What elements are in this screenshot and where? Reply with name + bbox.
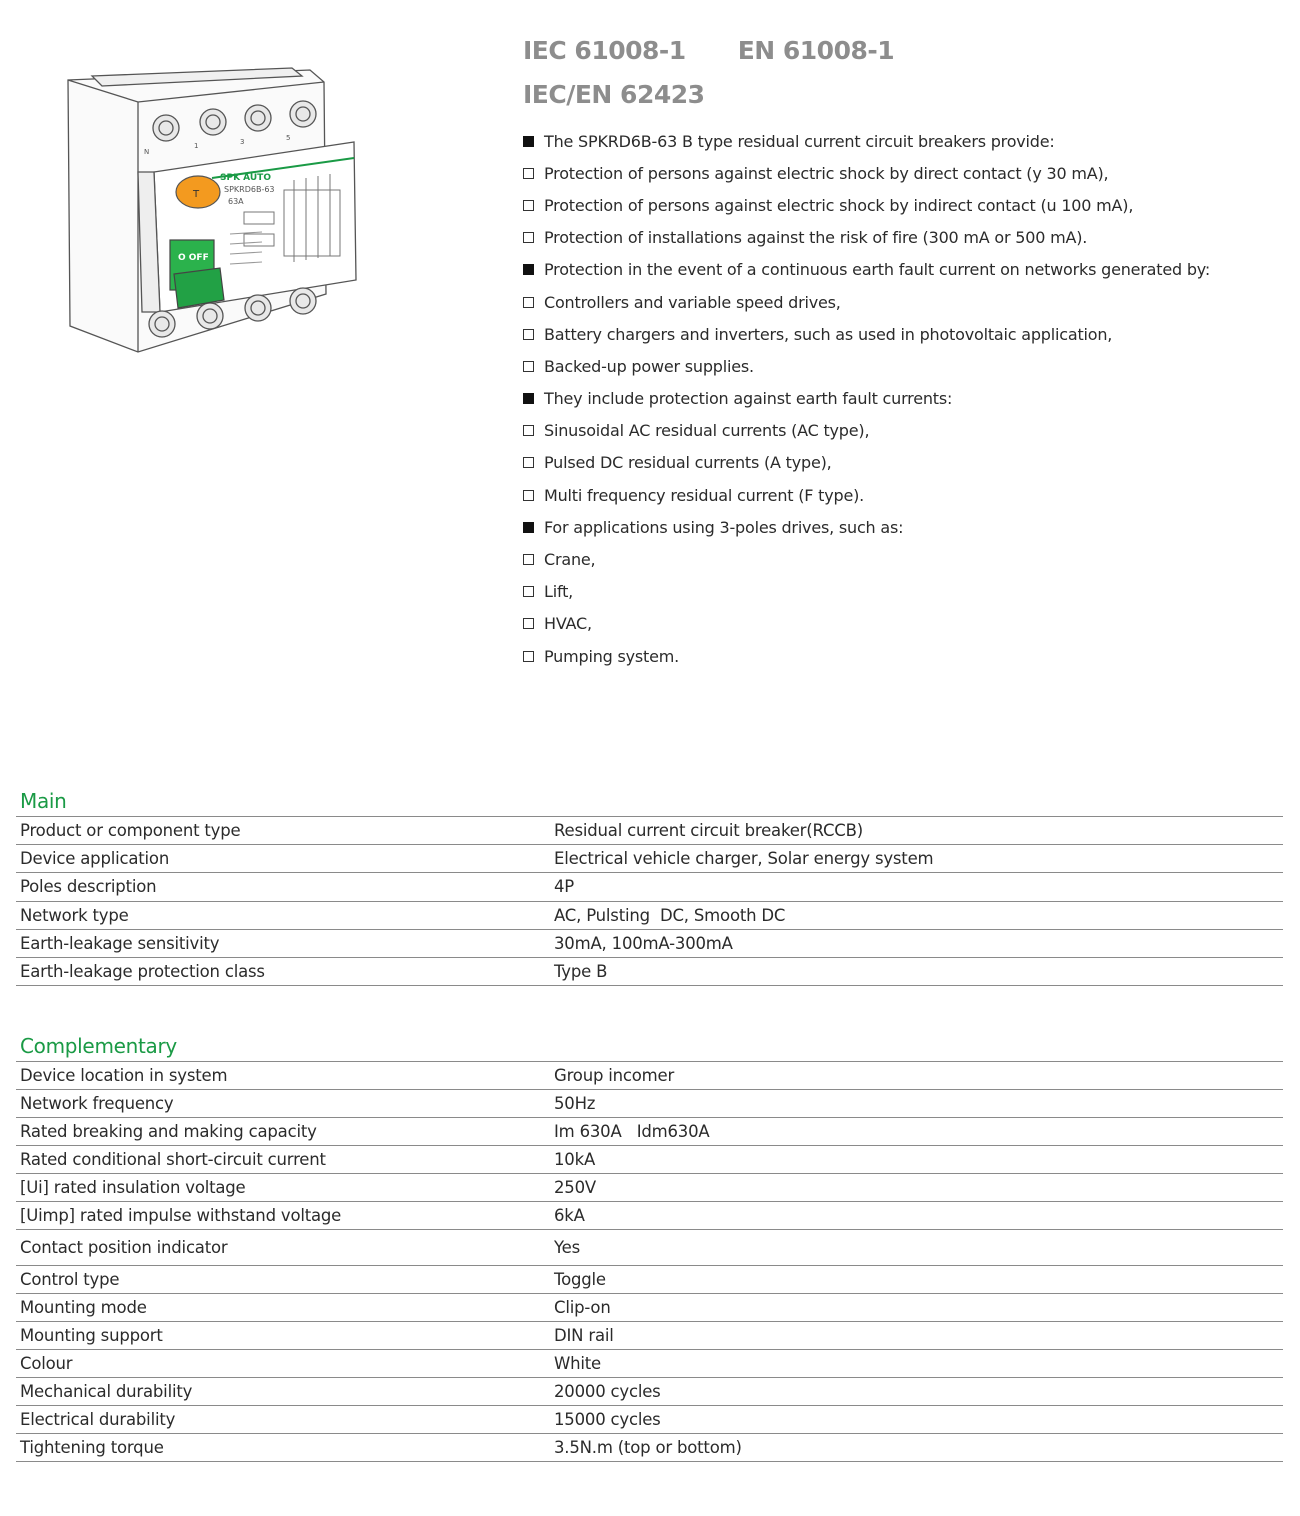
feature-item <box>523 350 1283 382</box>
spec-label: Device location in system <box>20 1066 228 1085</box>
feature-text: Controllers and variable speed drives, <box>544 292 841 312</box>
feature-list <box>523 125 1283 672</box>
spec-label: Device application <box>20 849 170 869</box>
main-spec-table <box>16 817 1283 986</box>
standard-iec-en-62423: IEC/EN 62423 <box>523 79 705 109</box>
feature-text: Protection of persons against electric shock by indirect contact (u 100 mA), <box>544 195 1134 215</box>
test-button-label: T <box>193 189 200 200</box>
feature-item <box>523 447 1283 479</box>
spec-label: [Uimp] rated impulse withstand voltage <box>20 1206 342 1225</box>
hollow-square-bullet-icon <box>523 490 534 501</box>
filled-square-bullet-icon <box>523 136 534 147</box>
feature-item <box>523 543 1283 575</box>
standards-line <box>523 28 894 72</box>
feature-text: Battery chargers and inverters, such as used in photovoltaic application, <box>544 324 1113 344</box>
spec-row <box>16 930 1283 958</box>
spec-value: 30mA, 100mA-300mA <box>554 933 733 953</box>
spec-label: [Ui] rated insulation voltage <box>20 1178 246 1197</box>
feature-text: They include protection against earth fault currents: <box>544 389 953 409</box>
spec-row <box>16 873 1283 901</box>
hollow-square-bullet-icon <box>523 297 534 308</box>
feature-item <box>523 125 1283 157</box>
spec-row <box>16 1062 1283 1090</box>
spec-value: Residual current circuit breaker(RCCB) <box>554 821 863 841</box>
spec-row <box>16 1406 1283 1434</box>
spec-row <box>16 1434 1283 1462</box>
hollow-square-bullet-icon <box>523 586 534 597</box>
hollow-square-bullet-icon <box>523 425 534 436</box>
feature-item <box>523 383 1283 415</box>
spec-label: Mounting support <box>20 1326 163 1345</box>
hollow-square-bullet-icon <box>523 168 534 179</box>
main-section <box>16 786 1283 986</box>
spec-label: Network frequency <box>20 1094 174 1113</box>
hollow-square-bullet-icon <box>523 329 534 340</box>
terminal-label-n: N <box>144 148 150 156</box>
standards-block <box>523 28 894 116</box>
feature-text: Pulsed DC residual currents (A type), <box>544 453 832 473</box>
spec-row <box>16 1090 1283 1118</box>
brand-label: SPK AUTO <box>220 173 271 183</box>
feature-item <box>523 479 1283 511</box>
spec-value: 3.5N.m (top or bottom) <box>554 1438 742 1457</box>
feature-text: Protection of installations against the risk of fire (300 mA or 500 mA). <box>544 228 1088 248</box>
feature-text: Crane, <box>544 550 596 570</box>
spec-row <box>16 1202 1283 1230</box>
hollow-square-bullet-icon <box>523 232 534 243</box>
main-section-title: Main <box>16 786 1283 817</box>
filled-square-bullet-icon <box>523 393 534 404</box>
spec-value: 50Hz <box>554 1094 596 1113</box>
terminal-label-1: 1 <box>194 142 199 150</box>
feature-item <box>523 318 1283 350</box>
spec-row <box>16 902 1283 930</box>
standards-line <box>523 72 894 116</box>
hollow-square-bullet-icon <box>523 554 534 565</box>
feature-text: Sinusoidal AC residual currents (AC type), <box>544 421 870 441</box>
feature-text: HVAC, <box>544 614 592 634</box>
spec-label: Network type <box>20 905 129 925</box>
hollow-square-bullet-icon <box>523 618 534 629</box>
spec-label: Product or component type <box>20 821 241 841</box>
spec-value: DIN rail <box>554 1326 614 1345</box>
feature-item <box>523 608 1283 640</box>
feature-text: The SPKRD6B-63 B type residual current circuit breakers provide: <box>544 131 1055 151</box>
spec-row <box>16 1322 1283 1350</box>
spec-row <box>16 1230 1283 1266</box>
spec-value: Clip-on <box>554 1298 611 1317</box>
spec-value: Toggle <box>554 1270 606 1289</box>
feature-text: Protection of persons against electric shock by direct contact (y 30 mA), <box>544 163 1109 183</box>
feature-item <box>523 415 1283 447</box>
feature-item <box>523 640 1283 672</box>
spec-row <box>16 1266 1283 1294</box>
spec-value: 4P <box>554 877 575 897</box>
feature-item <box>523 511 1283 543</box>
feature-item <box>523 189 1283 221</box>
standard-iec-61008: IEC 61008-1 <box>523 35 686 65</box>
spec-value: 6kA <box>554 1206 585 1225</box>
filled-square-bullet-icon <box>523 264 534 275</box>
spec-label: Poles description <box>20 877 157 897</box>
spec-label: Contact position indicator <box>20 1238 228 1257</box>
feature-item <box>523 222 1283 254</box>
spec-label: Earth-leakage protection class <box>20 962 265 982</box>
spec-row <box>16 1294 1283 1322</box>
spec-row <box>16 1118 1283 1146</box>
feature-item <box>523 157 1283 189</box>
terminal-label-5: 5 <box>286 134 291 142</box>
hollow-square-bullet-icon <box>523 457 534 468</box>
spec-value: Yes <box>554 1238 581 1257</box>
spec-row <box>16 845 1283 873</box>
spec-row <box>16 1378 1283 1406</box>
spec-value: Group incomer <box>554 1066 675 1085</box>
spec-row <box>16 817 1283 845</box>
feature-text: For applications using 3-poles drives, such as: <box>544 517 904 537</box>
spec-value: Type B <box>554 962 608 982</box>
filled-square-bullet-icon <box>523 522 534 533</box>
model-label: SPKRD6B-63 <box>224 185 275 194</box>
feature-text: Protection in the event of a continuous earth fault current on networks generated by: <box>544 260 1211 280</box>
spec-label: Earth-leakage sensitivity <box>20 933 220 953</box>
feature-item <box>523 254 1283 286</box>
spec-value: Electrical vehicle charger, Solar energy system <box>554 849 934 869</box>
feature-item <box>523 576 1283 608</box>
hollow-square-bullet-icon <box>523 361 534 372</box>
spec-value: AC, Pulsting DC, Smooth DC <box>554 905 786 925</box>
feature-text: Lift, <box>544 582 574 602</box>
complementary-spec-table <box>16 1062 1283 1462</box>
spec-label: Rated breaking and making capacity <box>20 1122 317 1141</box>
feature-item <box>523 286 1283 318</box>
spec-label: Mounting mode <box>20 1298 147 1317</box>
rating-label: 63A <box>228 197 244 206</box>
spec-label: Rated conditional short-circuit current <box>20 1150 326 1169</box>
spec-value: 10kA <box>554 1150 596 1169</box>
spec-value: Im 630A Idm630A <box>554 1122 710 1141</box>
switch-label: O OFF <box>178 253 209 263</box>
spec-value: White <box>554 1354 601 1373</box>
hollow-square-bullet-icon <box>523 651 534 662</box>
spec-label: Electrical durability <box>20 1410 176 1429</box>
spec-value: 15000 cycles <box>554 1410 661 1429</box>
standard-en-61008: EN 61008-1 <box>737 35 895 65</box>
product-image <box>62 62 362 354</box>
feature-text: Pumping system. <box>544 646 680 666</box>
terminal-label-3: 3 <box>240 138 245 146</box>
spec-label: Mechanical durability <box>20 1382 193 1401</box>
spec-row <box>16 1146 1283 1174</box>
complementary-section-title: Complementary <box>16 1031 1283 1062</box>
spec-label: Tightening torque <box>20 1438 164 1457</box>
spec-row <box>16 958 1283 986</box>
feature-text: Multi frequency residual current (F type). <box>544 485 865 505</box>
spec-value: 20000 cycles <box>554 1382 661 1401</box>
complementary-section <box>16 1031 1283 1462</box>
feature-text: Backed-up power supplies. <box>544 356 754 376</box>
hollow-square-bullet-icon <box>523 200 534 211</box>
spec-label: Colour <box>20 1354 73 1373</box>
spec-row <box>16 1350 1283 1378</box>
spec-row <box>16 1174 1283 1202</box>
spec-value: 250V <box>554 1178 596 1197</box>
spec-label: Control type <box>20 1270 120 1289</box>
